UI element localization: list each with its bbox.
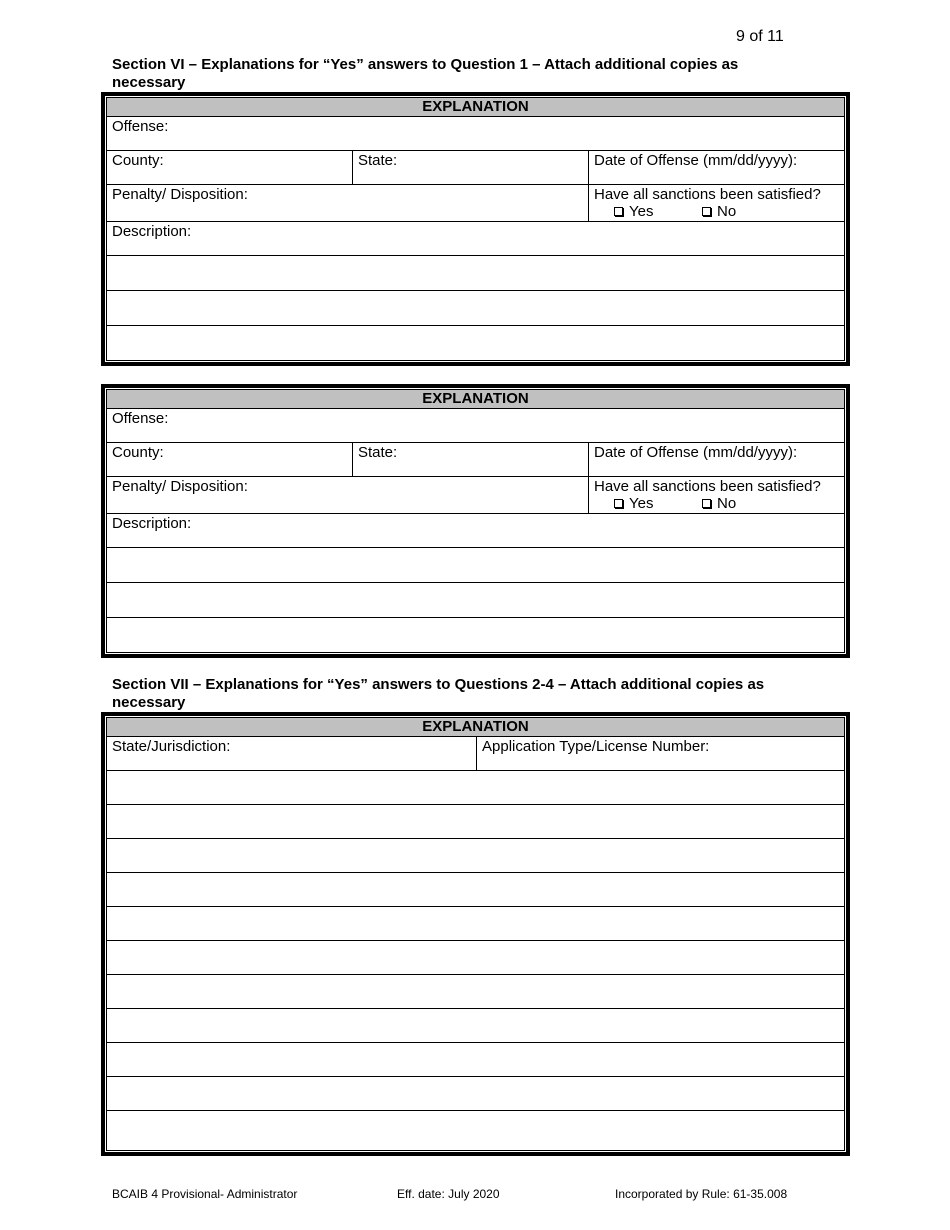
checkbox-icon bbox=[702, 499, 711, 508]
footer-rule: Incorporated by Rule: 61-35.008 bbox=[615, 1187, 788, 1201]
explanation-header: EXPLANATION bbox=[107, 390, 844, 409]
checkbox-icon bbox=[614, 207, 623, 216]
offense-label: Offense: bbox=[112, 118, 169, 135]
penalty-disposition-field[interactable] bbox=[107, 477, 588, 513]
offense-field[interactable] bbox=[107, 409, 844, 442]
explanation-header: EXPLANATION bbox=[107, 718, 844, 737]
state-label: State: bbox=[358, 444, 398, 461]
explanation-line[interactable] bbox=[107, 907, 844, 940]
footer-form-id: BCAIB 4 Provisional- Administrator bbox=[112, 1187, 298, 1201]
county-label: County: bbox=[112, 444, 164, 461]
county-field[interactable] bbox=[107, 151, 352, 184]
sanctions-no-checkbox[interactable] bbox=[702, 203, 736, 220]
description-field[interactable] bbox=[107, 514, 844, 547]
county-label: County: bbox=[112, 152, 164, 169]
checkbox-icon bbox=[702, 207, 711, 216]
sanctions-yes-checkbox[interactable] bbox=[614, 203, 702, 220]
application-type-field[interactable] bbox=[476, 737, 844, 770]
state-jurisdiction-label: State/Jurisdiction: bbox=[112, 738, 231, 755]
date-of-offense-label: Date of Offense (mm/dd/yyyy): bbox=[594, 152, 798, 169]
sanctions-yes-checkbox[interactable] bbox=[614, 495, 702, 512]
sanctions-cell bbox=[588, 477, 844, 513]
no-label: No bbox=[717, 203, 737, 220]
explanation-line[interactable] bbox=[107, 1111, 844, 1145]
penalty-disposition-field[interactable] bbox=[107, 185, 588, 221]
state-label: State: bbox=[358, 152, 398, 169]
explanation-header: EXPLANATION bbox=[107, 98, 844, 117]
description-line[interactable] bbox=[107, 291, 844, 325]
page-number: 9 of 11 bbox=[736, 28, 784, 45]
explanation-line[interactable] bbox=[107, 839, 844, 872]
explanation-form-2 bbox=[101, 384, 850, 658]
section-vii-heading: Section VII – Explanations for “Yes” answers to Questions 2-4 – Attach additional copies as necessary bbox=[112, 676, 765, 711]
description-line[interactable] bbox=[107, 583, 844, 617]
description-line[interactable] bbox=[107, 548, 844, 582]
state-jurisdiction-field[interactable] bbox=[107, 737, 476, 770]
explanation-line[interactable] bbox=[107, 805, 844, 838]
sanctions-no-checkbox[interactable] bbox=[702, 495, 736, 512]
state-field[interactable] bbox=[352, 151, 588, 184]
sanctions-cell bbox=[588, 185, 844, 221]
explanation-line[interactable] bbox=[107, 771, 844, 804]
description-line[interactable] bbox=[107, 256, 844, 290]
penalty-disposition-label: Penalty/ Disposition: bbox=[112, 186, 248, 203]
footer-eff-date: Eff. date: July 2020 bbox=[397, 1187, 500, 1201]
yes-label: Yes bbox=[629, 203, 654, 220]
offense-label: Offense: bbox=[112, 410, 169, 427]
explanation-line[interactable] bbox=[107, 941, 844, 974]
description-label: Description: bbox=[112, 223, 192, 240]
explanation-form-1 bbox=[101, 92, 850, 366]
application-type-label: Application Type/License Number: bbox=[482, 738, 710, 755]
section-vi-heading: Section VI – Explanations for “Yes” answers to Question 1 – Attach additional copies as necessary bbox=[112, 56, 739, 91]
description-field[interactable] bbox=[107, 222, 844, 255]
penalty-disposition-label: Penalty/ Disposition: bbox=[112, 478, 248, 495]
explanation-line[interactable] bbox=[107, 873, 844, 906]
checkbox-icon bbox=[614, 499, 623, 508]
no-label: No bbox=[717, 495, 737, 512]
explanation-line[interactable] bbox=[107, 975, 844, 1008]
date-of-offense-field[interactable] bbox=[588, 151, 844, 184]
offense-field[interactable] bbox=[107, 117, 844, 150]
description-label: Description: bbox=[112, 515, 192, 532]
description-line[interactable] bbox=[107, 326, 844, 359]
description-line[interactable] bbox=[107, 618, 844, 651]
sanctions-question: Have all sanctions been satisfied? bbox=[594, 186, 821, 203]
section-vii-form bbox=[101, 712, 850, 1156]
explanation-line[interactable] bbox=[107, 1043, 844, 1076]
date-of-offense-field[interactable] bbox=[588, 443, 844, 476]
explanation-line[interactable] bbox=[107, 1009, 844, 1042]
yes-label: Yes bbox=[629, 495, 654, 512]
explanation-line[interactable] bbox=[107, 1077, 844, 1110]
sanctions-question: Have all sanctions been satisfied? bbox=[594, 478, 821, 495]
state-field[interactable] bbox=[352, 443, 588, 476]
date-of-offense-label: Date of Offense (mm/dd/yyyy): bbox=[594, 444, 798, 461]
county-field[interactable] bbox=[107, 443, 352, 476]
